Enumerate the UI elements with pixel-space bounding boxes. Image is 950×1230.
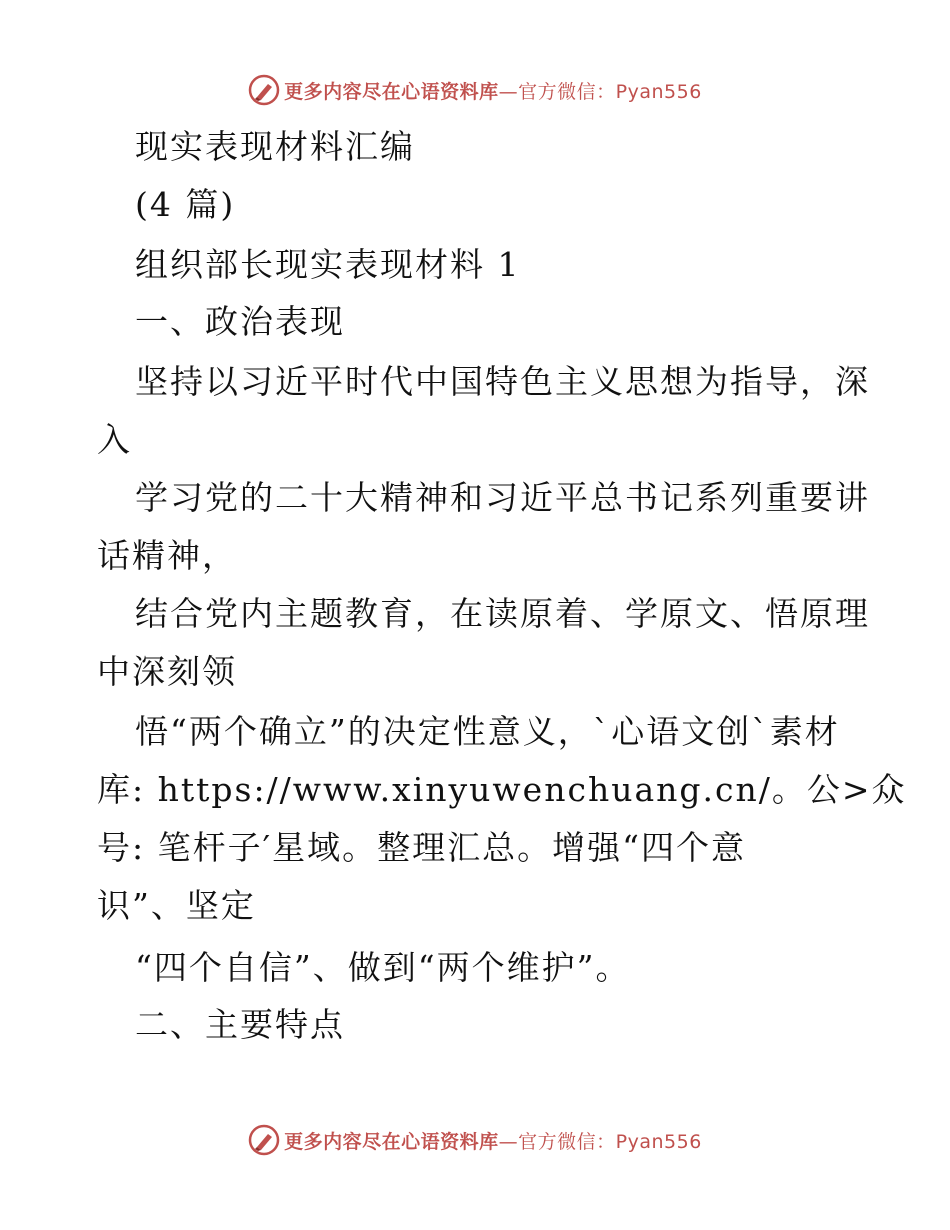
footer-banner-bold: 更多内容尽在心语资料库 <box>284 1130 499 1153</box>
paragraph-line: 结合党内主题教育，在读原着、学原文、悟原理 <box>135 594 870 633</box>
paragraph-line: 识”、坚定 <box>97 886 256 925</box>
paragraph-line: 号: 笔杆子′星域。整理汇总。增强“四个意 <box>97 828 746 867</box>
footer-banner-rest: —官方微信：Pyan556 <box>498 1130 702 1153</box>
paragraph-line: 学习党的二十大精神和习近平总书记系列重要讲 <box>135 478 870 517</box>
document-title: 现实表现材料汇编 <box>135 127 415 166</box>
heading-political: 一、政治表现 <box>135 302 345 341</box>
paragraph-line: 入 <box>97 420 132 459</box>
header-banner-rest: —官方微信：Pyan556 <box>498 80 702 103</box>
heading-features: 二、主要特点 <box>135 1005 345 1044</box>
paragraph-line: 坚持以习近平时代中国特色主义思想为指导，深 <box>135 362 870 401</box>
footer-banner <box>0 1120 950 1160</box>
paragraph-line: 中深刻领 <box>97 652 237 691</box>
paragraph-line: “四个自信”、做到“两个维护”。 <box>135 948 631 987</box>
pen-nib-logo-icon <box>248 1124 280 1156</box>
section-title: 组织部长现实表现材料 1 <box>135 245 521 284</box>
document-subtitle: (4 篇) <box>135 185 236 224</box>
paragraph-line: 库: https://www.xinyuwenchuang.cn/。公>众 <box>97 770 907 809</box>
paragraph-line: 悟“两个确立”的决定性意义，`心语文创`素材 <box>135 712 840 751</box>
paragraph-line: 话精神， <box>97 536 237 575</box>
footer-banner-text <box>284 1127 702 1154</box>
header-banner-bold: 更多内容尽在心语资料库 <box>284 80 499 103</box>
